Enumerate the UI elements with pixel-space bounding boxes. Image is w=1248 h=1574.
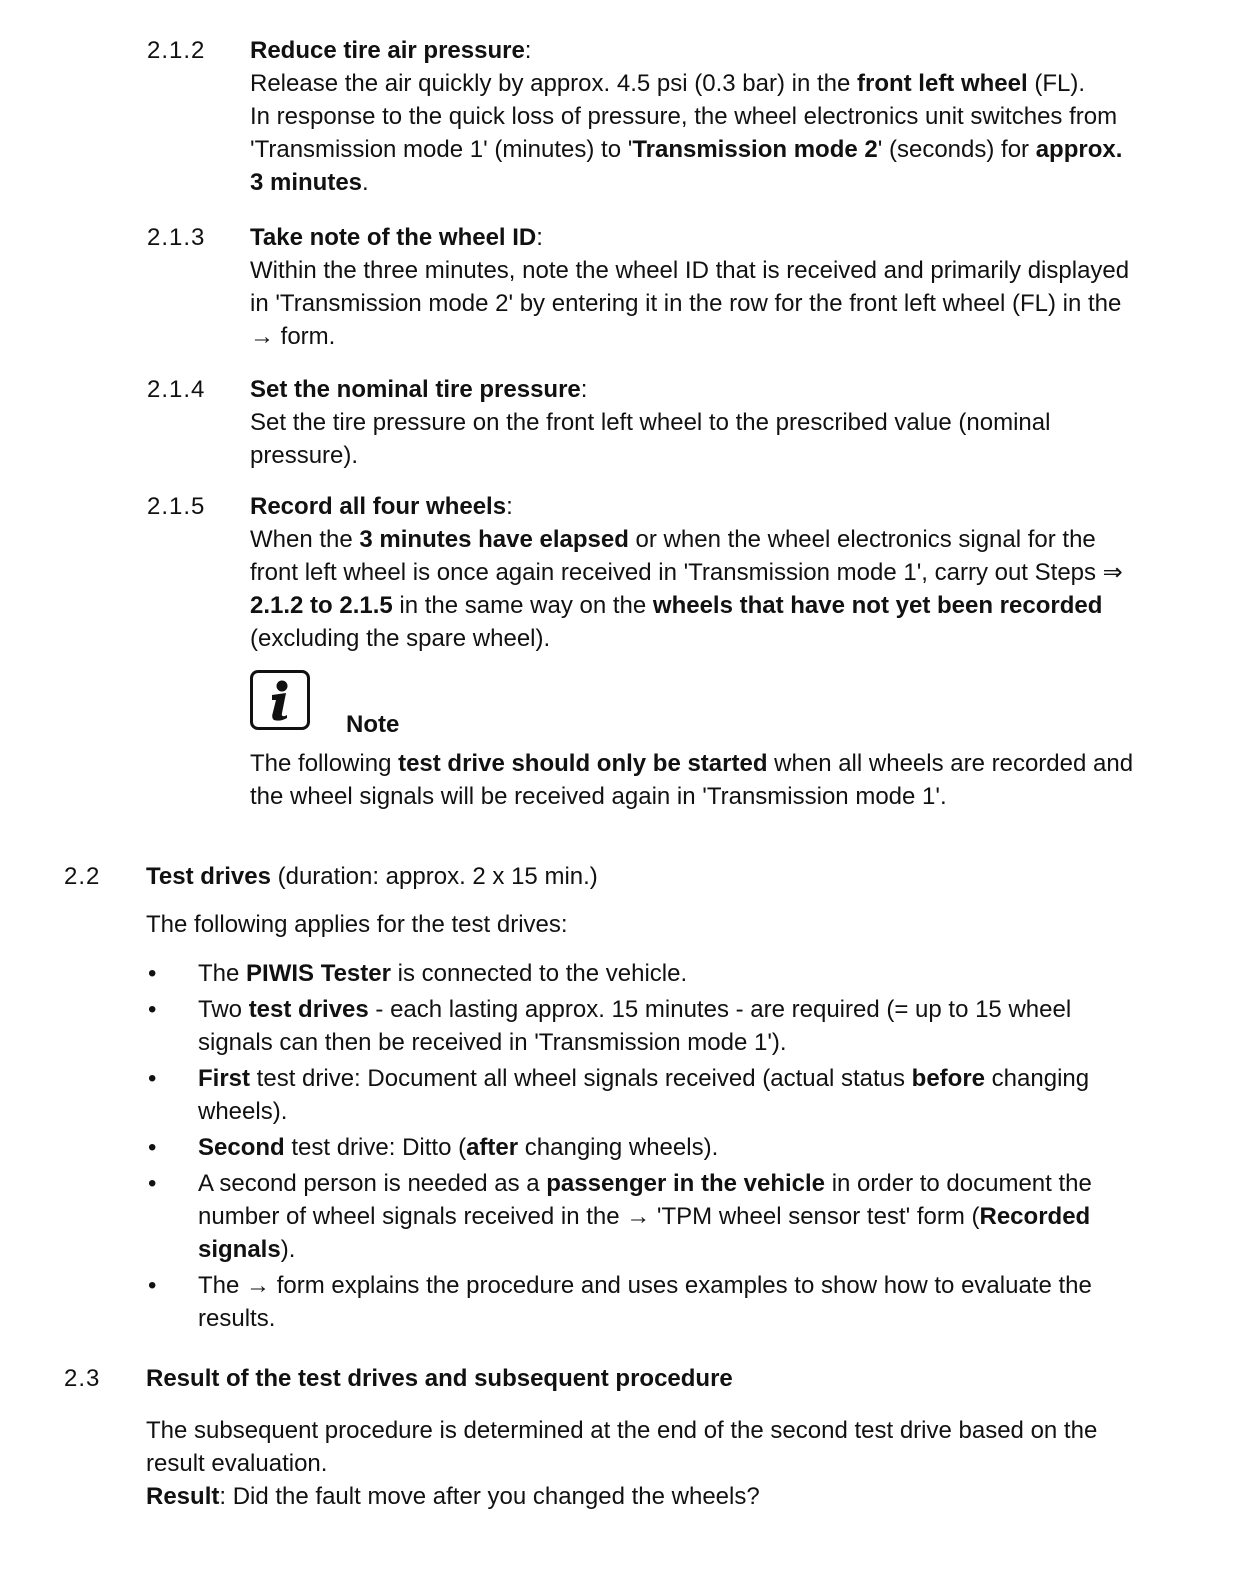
note-header: [250, 670, 420, 740]
section-paragraph: When the 3 minutes have elapsed or when the wheel electronics signal for the front left wheel is once again received in 'Transmission mode 1', carry out Steps ⇒ 2.1.2 to 2.1.5 in the same way on the wheels that have not yet been recorded (excluding the spare wheel).: [250, 526, 1123, 652]
section-title-2-1-4: Set the nominal tire pressure:: [250, 376, 588, 403]
section-number-2-1-2: 2.1.2: [147, 37, 206, 64]
section-paragraph: Within the three minutes, note the wheel ID that is received and primarily displayed in 'Transmission mode 2' by entering it in the row for the front left wheel (FL) in the → form.: [250, 257, 1130, 350]
section-paragraph: Set the tire pressure on the front left wheel to the prescribed value (nominal pressure).: [250, 409, 1051, 469]
section-paragraph-2-3: The subsequent procedure is determined at the end of the second test drive based on the result evaluation.: [146, 1417, 1098, 1477]
section-title-2-1-3: Take note of the wheel ID:: [250, 224, 543, 251]
list-item: • A second person is needed as a passenger in the vehicle in order to document the number of wheel signals received in the → 'TPM wheel sensor test' form (Recorded signals).: [146, 1167, 1136, 1266]
result-question: Result: Did the fault move after you changed the wheels?: [146, 1483, 760, 1510]
bullet-icon: •: [148, 1170, 157, 1197]
note-text: The following test drive should only be started when all wheels are recorded and the wheel signals will be received again in 'Transmission mode 1'.: [250, 750, 1134, 810]
list-item: • The PIWIS Tester is connected to the vehicle.: [146, 957, 1136, 990]
section-number-2-3: 2.3: [64, 1365, 101, 1392]
bullet-icon: •: [148, 960, 157, 987]
section-number-2-1-3: 2.1.3: [147, 224, 206, 251]
section-number-2-1-4: 2.1.4: [147, 376, 206, 403]
list-item: • The → form explains the procedure and uses examples to show how to evaluate the results.: [146, 1269, 1136, 1335]
section-paragraph: In response to the quick loss of pressure, the wheel electronics unit switches from 'Transmission mode 1' (minutes) to 'Transmission mode 2' (seconds) for approx. 3 minutes.: [250, 103, 1123, 196]
bullet-icon: •: [148, 996, 157, 1023]
section-2-1-2: [250, 34, 1130, 199]
list-item: • Second test drive: Ditto (after changing wheels).: [146, 1131, 1136, 1164]
bullet-icon: •: [148, 1134, 157, 1161]
bullet-icon: •: [148, 1065, 157, 1092]
list-item: • First test drive: Document all wheel signals received (actual status before changing wheels).: [146, 1062, 1136, 1128]
section-2-1-5: [250, 490, 1135, 655]
section-intro-2-2: The following applies for the test drives:: [146, 911, 568, 938]
section-title-2-3: Result of the test drives and subsequent procedure: [146, 1365, 733, 1392]
test-drive-bullet-list: [146, 957, 1136, 1335]
section-paragraph: Release the air quickly by approx. 4.5 psi (0.3 bar) in the front left wheel (FL).: [250, 70, 1085, 97]
note-label: Note: [346, 711, 400, 738]
section-title-2-1-5: Record all four wheels:: [250, 493, 513, 520]
list-item: • Two test drives - each lasting approx. 15 minutes - are required (= up to 15 wheel signals can then be received in 'Transmission mode 1').: [146, 993, 1136, 1059]
info-icon: [250, 670, 310, 730]
section-title-2-2: Test drives (duration: approx. 2 x 15 min.): [146, 863, 598, 890]
section-title-2-1-2: Reduce tire air pressure:: [250, 37, 532, 64]
section-2-1-4: [250, 373, 1130, 472]
section-number-2-2: 2.2: [64, 863, 101, 890]
bullet-icon: •: [148, 1272, 157, 1299]
section-number-2-1-5: 2.1.5: [147, 493, 206, 520]
info-glyph: [253, 673, 307, 727]
section-2-1-3: [250, 221, 1130, 353]
